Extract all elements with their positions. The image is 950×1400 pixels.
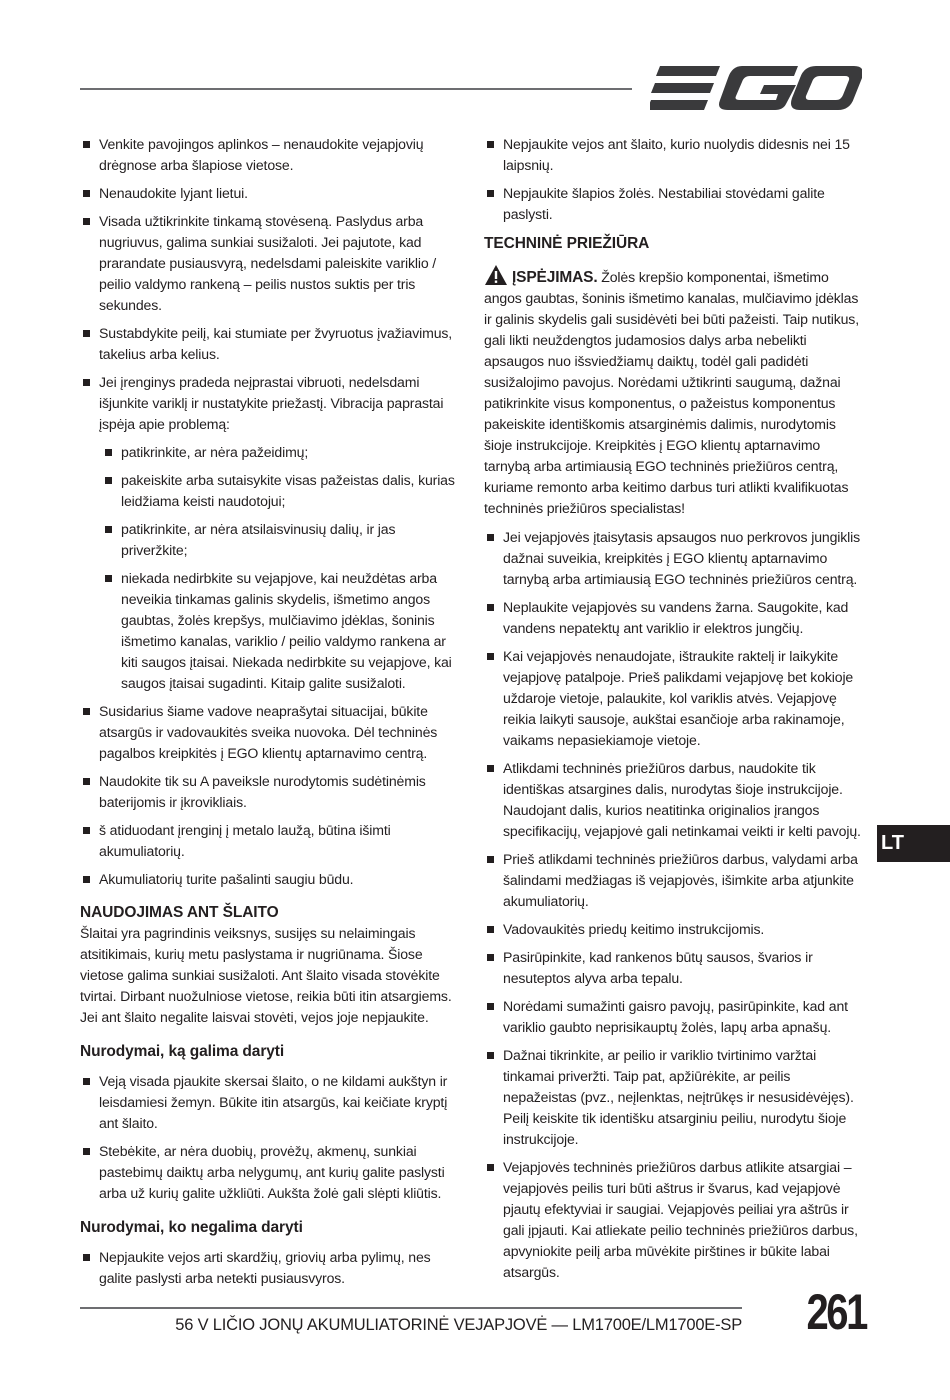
- vibration-sub-list: [99, 442, 462, 694]
- slope-heading: NAUDOJIMAS ANT ŠLAITO: [80, 904, 279, 921]
- sub-list-item: patikrinkite, ar nėra atsilaisvinusių dalių, ir jas priveržkite;: [102, 519, 462, 561]
- language-tab: LT: [877, 825, 950, 862]
- warning-paragraph: [484, 264, 866, 519]
- do-bullet-list: [80, 1071, 462, 1204]
- list-item-text: Jei įrenginys pradeda neįprastai vibruoti, nedelsdami išjunkite variklį ir nustatykite priežastį. Vibracija paprastai įspėja apie problemą:: [99, 374, 444, 432]
- list-item: Norėdami sumažinti gaisro pavojų, pasirūpinkite, kad ant variklio gaubto neprisikauptų žolės, lapų arba apnašų.: [484, 996, 866, 1038]
- list-item: Veją visada pjaukite skersai šlaito, o ne kildami aukštyn ir leisdamiesi žemyn. Būkite itin atsargūs, kai keičiate kryptį ant šlaito.: [80, 1071, 462, 1134]
- maintenance-heading: TECHNINĖ PRIEŽIŪRA: [484, 235, 650, 252]
- warning-label: ĮSPĖJIMAS.: [512, 269, 598, 286]
- sub-list-item: patikrinkite, ar nėra pažeidimų;: [102, 442, 462, 463]
- do-heading: Nurodymai, ką galima daryti: [80, 1043, 285, 1060]
- list-item: [80, 372, 462, 694]
- list-item: Kai vejapjovės nenaudojate, ištraukite raktelį ir laikykite vejapjovę patalpoje. Prieš palikdami vejapjovę bet kokioje uždaroje vietoje, palaukite, kol variklis atvės. Vejapjovę reikia laikyti sausoje, aukštai esančioje arba rakinamoje, vaikams nepasiekiamoje vietoje.: [484, 646, 866, 751]
- left-column: [80, 134, 462, 1296]
- list-item: Visada užtikrinkite tinkamą stovėseną. Paslydus arba nugriuvus, galima sunkiai susižaloti. Jei pajutote, kad prarandate pusiausvyrą, nedelsdami paleiskite variklio / peilio valdymo rankeną – peilis nustos suktis per tris sekundes.: [80, 211, 462, 316]
- warning-triangle-icon: [484, 264, 508, 286]
- slope-paragraph: Šlaitai yra pagrindinis veiksnys, susijęs su nelaimingais atsitikimais, kurių metu paslystama ir nugriūnama. Šiose vietose galima sunkiai susižaloti. Ant šlaito visada stovėkite tvirtai. Dirbant nuožulniose vietose, reikia būti itin atsargiems. Jei ant šlaito negalite laisvai stovėti, vejos joje nepjaukite.: [80, 925, 452, 1025]
- list-item: Susidarius šiame vadove neaprašytai situacijai, būkite atsargūs ir vadovaukitės sveika nuovoka. Dėl techninės pagalbos kreipkitės į EGO klientų aptarnavimo centrą.: [80, 701, 462, 764]
- slope-dont-bullet-list: [484, 134, 866, 225]
- list-item: Jei vejapjovės įtaisytasis apsaugos nuo perkrovos jungiklis dažnai suveikia, kreipkitės į EGO klientų aptarnavimo tarnybą arba artimiausią EGO techninės priežiūros centrą.: [484, 527, 866, 590]
- right-column: [484, 134, 866, 1290]
- list-item: š atiduodant įrenginį į metalo laužą, būtina išimti akumuliatorių.: [80, 820, 462, 862]
- list-item: Naudokite tik su A paveiksle nurodytomis sudėtinėmis baterijomis ir įkrovikliais.: [80, 771, 462, 813]
- list-item: Nepjaukite vejos ant šlaito, kurio nuolydis didesnis nei 15 laipsnių.: [484, 134, 866, 176]
- list-item: Akumuliatorių turite pašalinti saugiu būdu.: [80, 869, 462, 890]
- list-item: Dažnai tikrinkite, ar peilio ir variklio tvirtinimo varžtai tinkamai priveržti. Taip pat, apžiūrėkite, ar peilis nepažeistas (pvz., neįlenktas, neįtrūkęs ir nesusidėvėjęs). Peilį keiskite tik identišku atsarginiu peiliu, nurodytu šioje instrukcijoje.: [484, 1045, 866, 1150]
- warning-text: Žolės krepšio komponentai, išmetimo angos gaubtas, šoninis išmetimo kanalas, mulčiavimo įdėklas ir galinis skydelis gali susidėvėti bei būti pažeisti. Taip nutikus, gali likti neuždengtos judamosios dalys arba nebelikti apsaugos nuo išsviedžiamų daiktų, todėl gali padidėti susižalojimo pavojus. Norėdami užtikrinti saugumą, dažnai patikrinkite visus komponentus, o pažeistus komponentus pakeiskite identiškomis atsarginėmis dalimis, nurodytomis šioje instrukcijoje. Kreipkitės į EGO klientų aptarnavimo tarnybą arba artimiausią EGO techninės priežiūros centrą, kuriame remonto arba keitimo darbus turi atlikti kvalifikuotas techninės priežiūros specialistas!: [484, 269, 859, 516]
- sub-list-item: pakeiskite arba sutaisykite visas pažeistas dalis, kurias leidžiama keisti naudotojui;: [102, 470, 462, 512]
- list-item: Pasirūpinkite, kad rankenos būtų sausos, švarios ir nesuteptos alyva arba tepalu.: [484, 947, 866, 989]
- list-item: Venkite pavojingos aplinkos – nenaudokite vejapjovių drėgnose arba šlapiose vietose.: [80, 134, 462, 176]
- safety-bullet-list: [80, 134, 462, 890]
- list-item: Vadovaukitės priedų keitimo instrukcijomis.: [484, 919, 866, 940]
- list-item: Vejapjovės techninės priežiūros darbus atlikite atsargiai – vejapjovės peilis turi būti aštrus ir švarus, kad vejapjovė pjautų efektyviai ir saugiai. Vejapjovės peiliai yra aštrūs ir gali įpjauti. Kai atliekate peilio techninės priežiūros darbus, apvyniokite peilį arba mūvėkite pirštines ir būkite labai atsargūs.: [484, 1157, 866, 1283]
- list-item: Nepjaukite šlapios žolės. Nestabiliai stovėdami galite paslysti.: [484, 183, 866, 225]
- list-item: Neplaukite vejapjovės su vandens žarna. Saugokite, kad vandens nepatektų ant variklio ir elektros jungčių.: [484, 597, 866, 639]
- dont-heading: Nurodymai, ko negalima daryti: [80, 1219, 303, 1236]
- list-item: Nepjaukite vejos arti skardžių, griovių arba pylimų, nes galite paslysti arba netekti pusiausvyros.: [80, 1247, 462, 1289]
- footer-rule: [80, 1307, 742, 1309]
- ego-logo: [650, 64, 862, 112]
- dont-bullet-list: [80, 1247, 462, 1289]
- maintenance-bullet-list: [484, 527, 866, 1283]
- footer-title: 56 V LIČIO JONŲ AKUMULIATORINĖ VEJAPJOVĖ — LM1700E/LM1700E-SP: [175, 1316, 742, 1334]
- list-item: Stebėkite, ar nėra duobių, provėžų, akmenų, sunkiai pastebimų daiktų arba nelygumų, ant kurių galite paslysti arba už kurių galite užkliūti. Aukšta žolė gali slėpti kliūtis.: [80, 1141, 462, 1204]
- list-item: Nenaudokite lyjant lietui.: [80, 183, 462, 204]
- page-number: 261: [806, 1284, 866, 1340]
- list-item: Sustabdykite peilį, kai stumiate per žvyruotus įvažiavimus, takelius arba kelius.: [80, 323, 462, 365]
- sub-list-item: niekada nedirbkite su vejapjove, kai neuždėtas arba neveikia tinkamas galinis skydelis, išmetimo angos gaubtas, žolės krepšys, mulčiavimo įdėklas, šoninis išmetimo kanalas, variklio / peilio valdymo rankena ar kiti saugos įtaisai. Niekada nedirbkite su vejapjove, kai saugos įtaisai sugadinti. Kitaip galite susižaloti.: [102, 568, 462, 694]
- list-item: Atlikdami techninės priežiūros darbus, naudokite tik identiškas atsargines dalis, nurodytas šioje instrukcijoje. Naudojant dalis, kurios neatitinka originalios įrangos specifikacijų, vejapjovė gali netinkamai veikti ir kelti pavojų.: [484, 758, 866, 842]
- header-rule: [80, 88, 632, 90]
- list-item: Prieš atlikdami techninės priežiūros darbus, valydami arba šalindami medžiagas iš vejapjovės, išimkite arba atjunkite akumuliatorių.: [484, 849, 866, 912]
